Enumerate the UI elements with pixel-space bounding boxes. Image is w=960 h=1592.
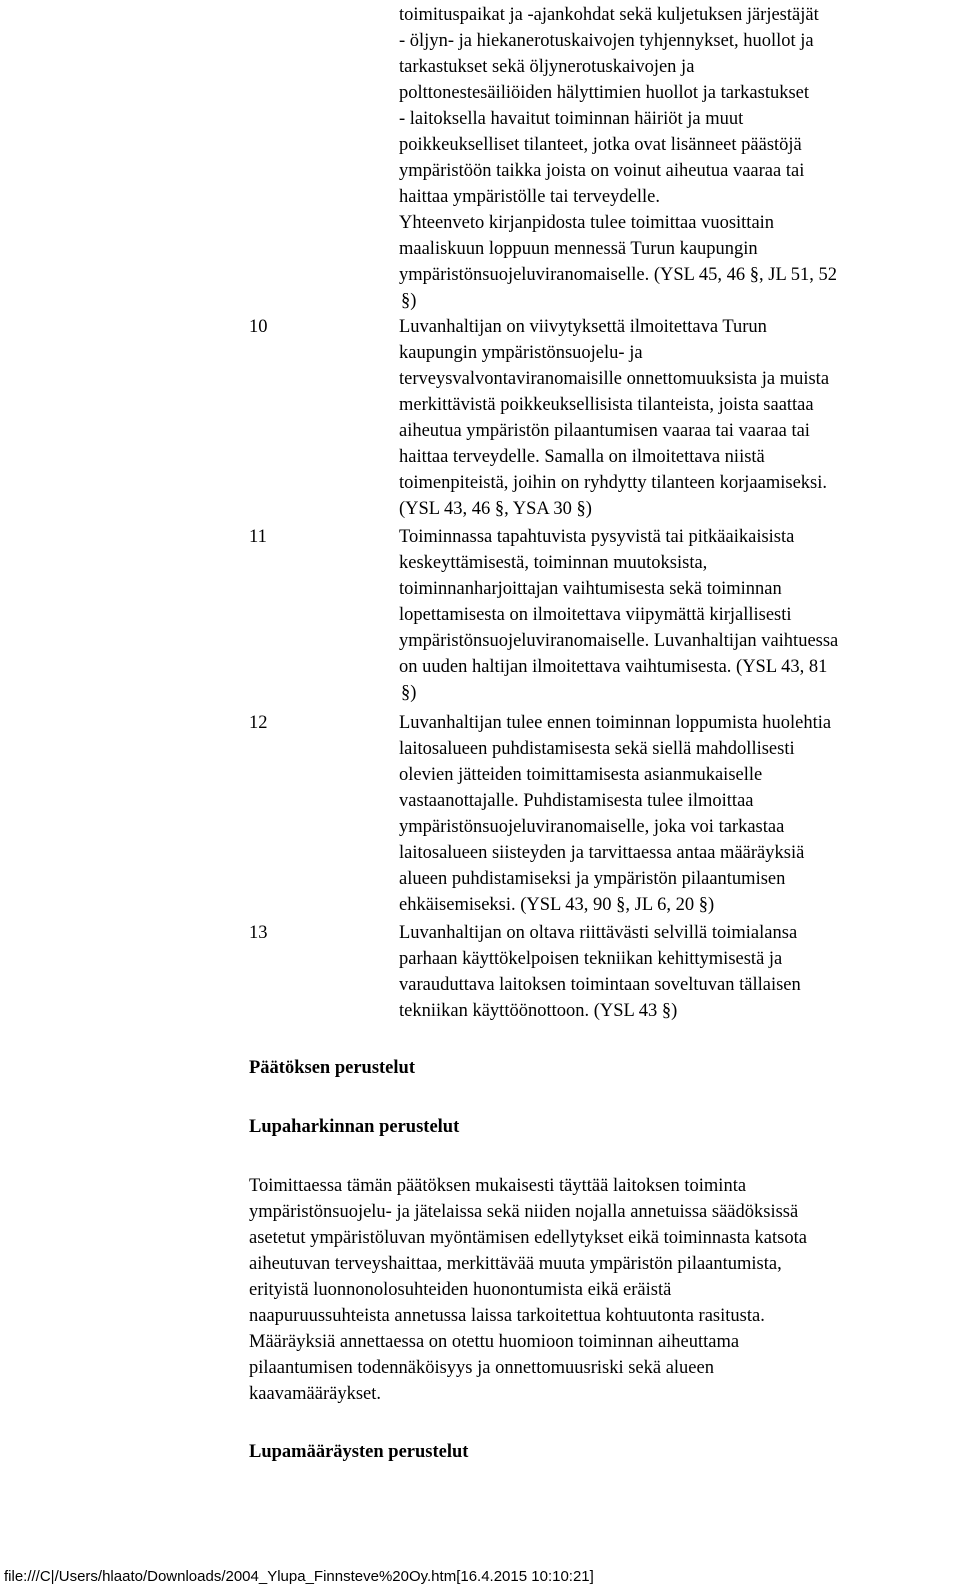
text-line: tekniikan käyttöönottoon. (YSL 43 §) xyxy=(399,1001,678,1021)
text-line: toimenpiteistä, joihin on ryhdytty tilanteen korjaamiseksi. xyxy=(399,473,827,493)
text-line: (YSL 43, 46 §, YSA 30 §) xyxy=(399,499,592,519)
text-line: keskeyttämisestä, toiminnan muutoksista, xyxy=(399,553,708,573)
text-line: Luvanhaltijan on oltava riittävästi selvillä toimialansa xyxy=(399,923,798,943)
text-line: aiheutua ympäristön pilaantumisen vaaraa tai vaaraa tai xyxy=(399,421,810,441)
text-line: toiminnanharjoittajan vaihtumisesta sekä toiminnan xyxy=(399,579,782,599)
text-line: ympäristönsuojeluviranomaiselle, joka voi tarkastaa xyxy=(399,817,785,837)
text-line: ehkäisemiseksi. (YSL 43, 90 §, JL 6, 20 §) xyxy=(399,895,715,915)
text-line: parhaan käyttökelpoisen tekniikan kehittymisestä ja xyxy=(399,949,783,969)
text-line: olevien jätteiden toimittamisesta asianmukaiselle xyxy=(399,765,763,785)
text-line: kaavamääräykset. xyxy=(249,1384,381,1404)
text-line: polttonestesäiliöiden hälyttimien huollot ja tarkastukset xyxy=(399,83,810,103)
text-line: Luvanhaltijan tulee ennen toiminnan loppumista huolehtia xyxy=(399,713,832,733)
file-path-footer: file:///C|/Users/hlaato/Downloads/2004_Ylupa_Finnsteve%20Oy.htm[16.4.2015 10:10:21] xyxy=(4,1568,594,1585)
text-line: haittaa terveydelle. Samalla on ilmoitettava niistä xyxy=(399,447,765,467)
item-text xyxy=(399,710,831,918)
text-line: maaliskuun loppuun mennessä Turun kaupungin xyxy=(399,239,758,259)
item-number: 13 xyxy=(249,923,268,943)
text-line: §) xyxy=(401,291,417,311)
heading-permit-rationale: Lupaharkinnan perustelut xyxy=(249,1117,460,1137)
text-line: §) xyxy=(401,683,417,703)
text-line: tarkastukset sekä öljynerotuskaivojen ja xyxy=(399,57,695,77)
text-line: aiheutuvan terveyshaittaa, merkittävää muuta ympäristön pilaantumista, xyxy=(249,1254,782,1274)
text-line: laitosalueen puhdistamisesta sekä siellä mahdollisesti xyxy=(399,739,795,759)
text-line: naapuruussuhteista annetussa laissa tarkoitettua kohtuutonta rasitusta. xyxy=(249,1306,765,1326)
heading-conditions-rationale: Lupamääräysten perustelut xyxy=(249,1442,469,1462)
item-number: 12 xyxy=(249,713,268,733)
item-text xyxy=(399,524,838,706)
text-line: terveysvalvontaviranomaisille onnettomuuksista ja muista xyxy=(399,369,830,389)
text-line: alueen puhdistamiseksi ja ympäristön pilaantumisen xyxy=(399,869,786,889)
text-line: toimituspaikat ja -ajankohdat sekä kuljetuksen järjestäjät xyxy=(399,5,819,25)
item-number: 11 xyxy=(249,527,267,547)
item-text xyxy=(399,314,829,522)
text-line: Toiminnassa tapahtuvista pysyvistä tai pitkäaikaisista xyxy=(399,527,795,547)
item-number: 10 xyxy=(249,317,268,337)
heading-decision-rationale: Päätöksen perustelut xyxy=(249,1058,415,1078)
text-line: vastaanottajalle. Puhdistamisesta tulee ilmoittaa xyxy=(399,791,754,811)
text-line: merkittävistä poikkeuksellisista tilanteista, joista saattaa xyxy=(399,395,814,415)
text-line: ympäristöön taikka joista on voinut aiheutua vaaraa tai xyxy=(399,161,805,181)
text-line: - laitoksella havaitut toiminnan häiriöt ja muut xyxy=(399,109,744,129)
text-line: poikkeukselliset tilanteet, jotka ovat lisänneet päästöjä xyxy=(399,135,802,155)
text-line: - öljyn- ja hiekanerotuskaivojen tyhjennykset, huollot ja xyxy=(399,31,814,51)
text-line: ympäristönsuojelu- ja jätelaissa sekä niiden nojalla annetuissa säädöksissä xyxy=(249,1202,799,1222)
text-line: erityistä luonnonolosuhteiden huonontumista eikä eräistä xyxy=(249,1280,672,1300)
text-line: asetetut ympäristöluvan myöntämisen edellytykset eikä toiminnasta katsota xyxy=(249,1228,807,1248)
text-line: Määräyksiä annettaessa on otettu huomioon toiminnan aiheuttama xyxy=(249,1332,740,1352)
text-line: Toimittaessa tämän päätöksen mukaisesti täyttää laitoksen toiminta xyxy=(249,1176,747,1196)
text-line: varauduttava laitoksen toimintaan soveltuvan tällaisen xyxy=(399,975,801,995)
text-line: pilaantumisen todennäköisyys ja onnettomuusriski sekä alueen xyxy=(249,1358,714,1378)
text-line: haittaa ympäristölle tai terveydelle. xyxy=(399,187,660,207)
text-line: on uuden haltijan ilmoitettava vaihtumisesta. (YSL 43, 81 xyxy=(399,657,828,677)
item-text xyxy=(399,920,801,1024)
text-line: Luvanhaltijan on viivytyksettä ilmoitettava Turun xyxy=(399,317,767,337)
text-line: lopettamisesta on ilmoitettava viipymättä kirjallisesti xyxy=(399,605,792,625)
text-line: ympäristönsuojeluviranomaiselle. (YSL 45, 46 §, JL 51, 52 xyxy=(399,265,837,285)
continuation-text xyxy=(399,2,837,314)
text-line: laitosalueen siisteyden ja tarvittaessa antaa määräyksiä xyxy=(399,843,805,863)
rationale-paragraph xyxy=(249,1173,807,1407)
text-line: Yhteenveto kirjanpidosta tulee toimittaa vuosittain xyxy=(399,213,775,233)
text-line: ympäristönsuojeluviranomaiselle. Luvanhaltijan vaihtuessa xyxy=(399,631,839,651)
text-line: kaupungin ympäristönsuojelu- ja xyxy=(399,343,643,363)
